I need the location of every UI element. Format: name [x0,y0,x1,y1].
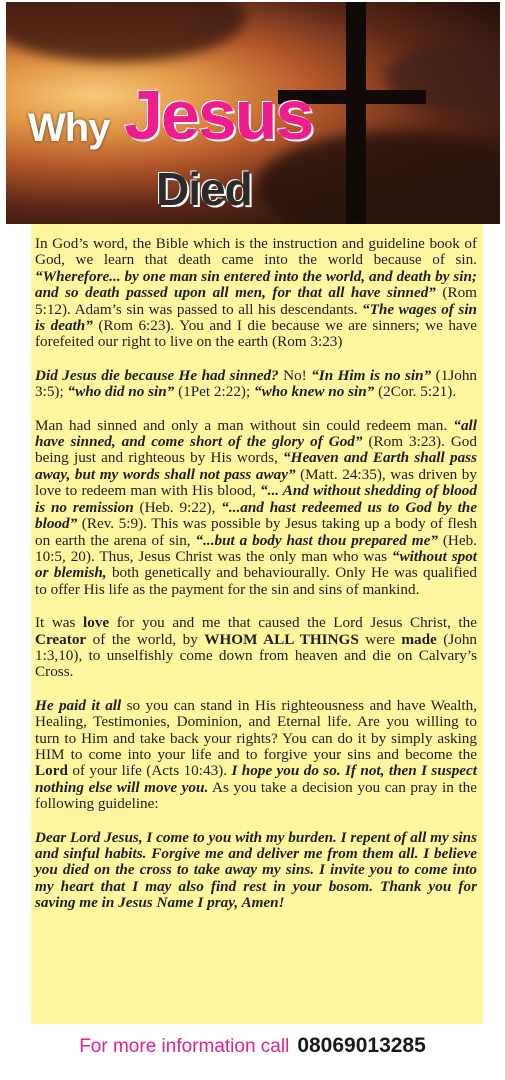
text-run: “Wherefore... by one man sin entered into the world, and death by sin; and so death passed upon all men, for that all have sinned” [35,267,477,302]
text-run: “...and hast redeemed us to God by the blood” [35,498,477,533]
paragraph-2 [31,368,483,401]
text-run: Creator [35,630,87,648]
text-run: WHOM ALL THINGS [204,630,359,648]
text-run: “... And without shedding of blood is no remission [35,482,477,516]
text-run: (Rev. 5:9). This was possible by Jesus taking up a body of flesh on earth the arena of sin, [35,515,477,549]
text-run: (1Pet 2:22); [174,383,254,401]
text-run: (Rom 5:12). Adam’s sin was passed to all his descendants. [35,284,477,318]
text-run: I hope you do so. If not, then I suspect nothing else will move you. [35,762,477,796]
footer-contact [0,1034,505,1070]
text-run: (1John 3:5); [35,366,478,401]
text-panel [31,224,483,1024]
text-run: Did Jesus die because He had sinned? [35,366,279,384]
text-run: He paid it all [35,696,122,714]
text-run: (Heb. 9:22), [133,498,222,516]
text-run: for you and me that caused the Lord Jesus Christ, the [109,614,477,632]
text-run: made [401,630,437,648]
cross-icon [346,2,366,224]
text-run: (John 1:3,10), to unselfishly come down from heaven and die on Calvary’s Cross. [35,630,478,681]
text-run: (Rom 3:23). God being just and righteous by His words, [35,433,477,467]
text-run: In God’s word, the Bible which is the instruction and guideline book of God, we learn that death came into the world because of sin. [35,235,477,269]
title-jesus: Jesus [124,76,313,154]
text-run: “without spot or blemish, [35,547,478,582]
text-run: both genetically and behaviourally. Only He was qualified to offer His life as the payment for the sin and sins of mankind. [35,564,478,598]
text-run: of the world, by [86,630,205,648]
paragraph-4 [31,615,483,681]
text-run: “...but a body hast thou prepared me” [195,531,438,549]
text-run: Lord [35,762,68,780]
header-banner [6,2,500,224]
text-run: love [83,614,110,632]
text-run: Dear Lord Jesus, I come to you with my burden. I repent of all my sins and sinful habits. Forgive me and deliver me from them all. I believe you died on the cross to take away my sins. I invite you to come into my heart that I may also find rest in your bosom. Thank you for saving me in Jesus Name I pray, Amen! [35,828,477,912]
text-run: so you can stand in His righteousness and have Wealth, Healing, Testimonies, Dominion, and Eternal life. Are you willing to turn to Him and take back your rights? You can do it by simply asking HIM to come into your life and to forgive your sins and become the [35,696,477,763]
text-run: “Heaven and Earth shall pass away, but my words shall not pass away” [35,449,477,483]
text-run: of your life (Acts 10:43). [67,762,232,780]
title-why: Why [28,106,110,150]
text-run: As you take a decision you can pray in the following guideline: [35,778,477,813]
text-run: were [358,630,402,648]
text-run: “all have sinned, and come short of the glory of God” [35,416,477,451]
text-run: (Heb. 10:5, 20). Thus, Jesus Christ was the only man who was [35,531,477,565]
text-run: (Matt. 24:35), was driven by love to redeem man with His blood, [35,465,477,500]
text-run: Man had sinned and only a man without sin could redeem man. [35,416,454,434]
text-run: “In Him is no sin” [311,366,432,384]
text-run: “The wages of sin is death” [35,300,477,335]
prayer-paragraph [31,830,483,912]
phone-number[interactable]: 08069013285 [297,1034,426,1057]
text-run: (Rom 6:23). You and I die because we are sinners; we have forefeited our right to live on the earth (Rom 3:23) [35,317,477,351]
paragraph-5 [31,698,483,813]
text-run: “who knew no sin” [254,383,375,401]
paragraph-1 [31,236,483,351]
text-run: (2Cor. 5:21). [374,383,457,401]
text-run: “who did no sin” [67,383,175,401]
title-died: Died [156,163,252,215]
footer-label: For more information call [79,1036,290,1057]
paragraph-3 [31,418,483,598]
cloud [6,2,246,62]
text-run: No! [278,366,312,384]
text-run: It was [35,614,84,632]
